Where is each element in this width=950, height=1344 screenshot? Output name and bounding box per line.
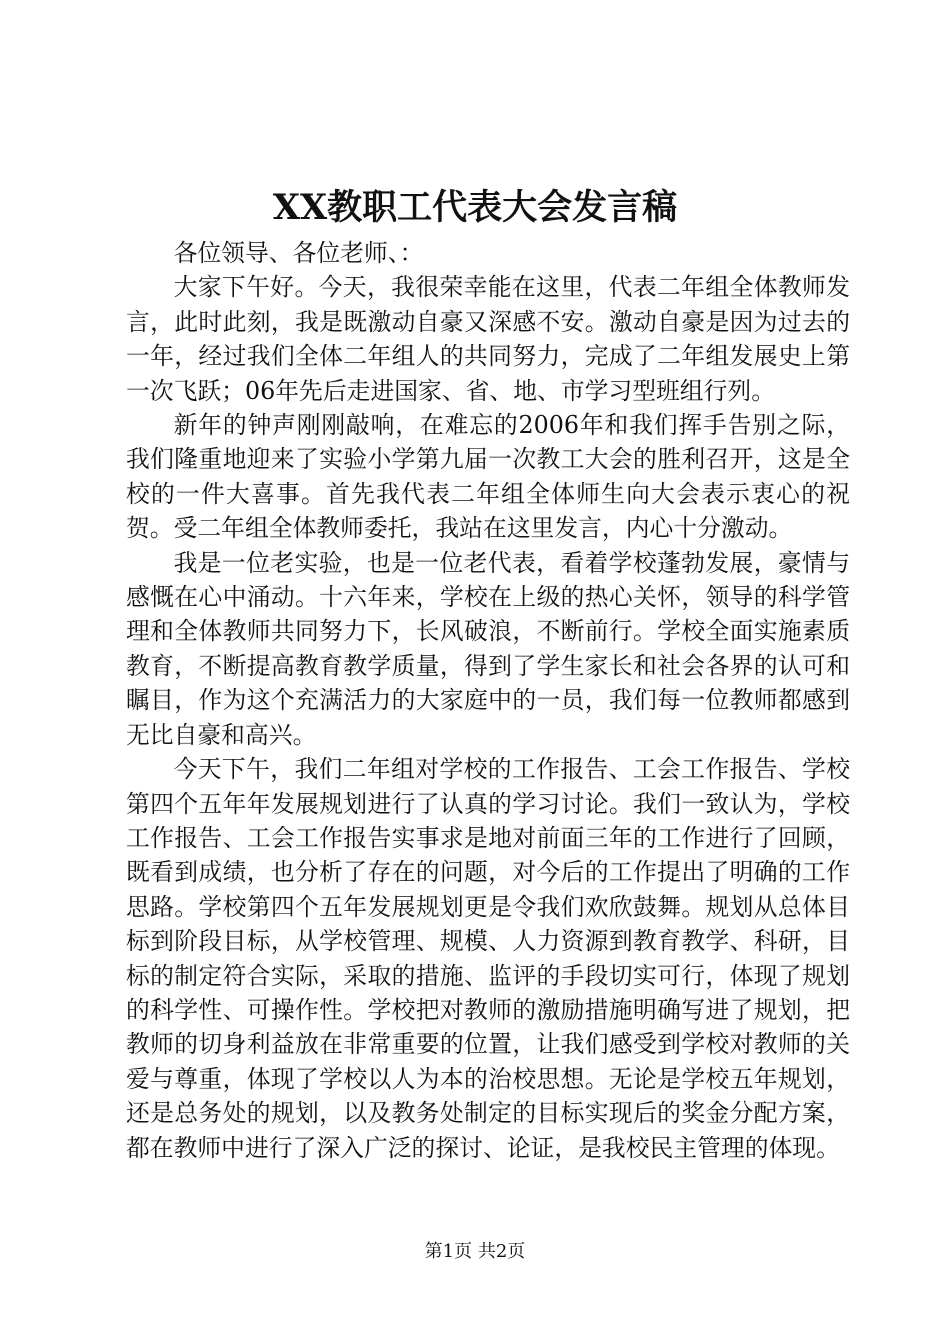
page-number-footer: 第1页 共2页 — [424, 1241, 526, 1262]
body-paragraph: 大家下午好。今天，我很荣幸能在这里，代表二年组全体教师发言，此时此刻，我是既激动自豪又深感不安。激动自豪是因为过去的一年，经过我们全体二年组人的共同努力，完成了二年组发展史上第一次飞跃；06年先后走进国家、省、地、市学习型班组行列。 — [126, 273, 850, 405]
body-paragraph: 我是一位老实验，也是一位老代表，看着学校蓬勃发展，豪情与感慨在心中涌动。十六年来，学校在上级的热心关怀，领导的科学管理和全体教师共同努力下，长风破浪，不断前行。学校全面实施素质教育，不断提高教育教学质量，得到了学生家长和社会各界的认可和瞩目，作为这个充满活力的大家庭中的一员，我们每一位教师都感到无比自豪和高兴。 — [126, 548, 850, 749]
body-paragraph: 今天下午，我们二年组对学校的工作报告、工会工作报告、学校第四个五年年发展规划进行了认真的学习讨论。我们一致认为，学校工作报告、工会工作报告实事求是地对前面三年的工作进行了回顾，既看到成绩，也分析了存在的问题，对今后的工作提出了明确的工作思路。学校第四个五年发展规划更是令我们欢欣鼓舞。规划从总体目标到阶段目标，从学校管理、规模、人力资源到教育教学、科研，目标的制定符合实际，采取的措施、监评的手段切实可行，体现了规划的科学性、可操作性。学校把对教师的激励措施明确写进了规划，把教师的切身利益放在非常重要的位置，让我们感受到学校对教师的关爱与尊重，体现了学校以人为本的治校思想。无论是学校五年规划，还是总务处的规划，以及教务处制定的目标实现后的奖金分配方案，都在教师中进行了深入广泛的探讨、论证，是我校民主管理的体现。 — [126, 755, 850, 1162]
document-body — [126, 236, 850, 1165]
document-title: XX教职工代表大会发言稿 — [272, 187, 678, 228]
body-paragraph: 新年的钟声刚刚敲响，在难忘的2006年和我们挥手告别之际，我们隆重地迎来了实验小学第九届一次教工大会的胜利召开，这是全校的一件大喜事。首先我代表二年组全体师生向大会表示衷心的祝贺。受二年组全体教师委托，我站在这里发言，内心十分激动。 — [126, 411, 850, 543]
salutation-paragraph: 各位领导、各位老师、： — [173, 239, 424, 267]
